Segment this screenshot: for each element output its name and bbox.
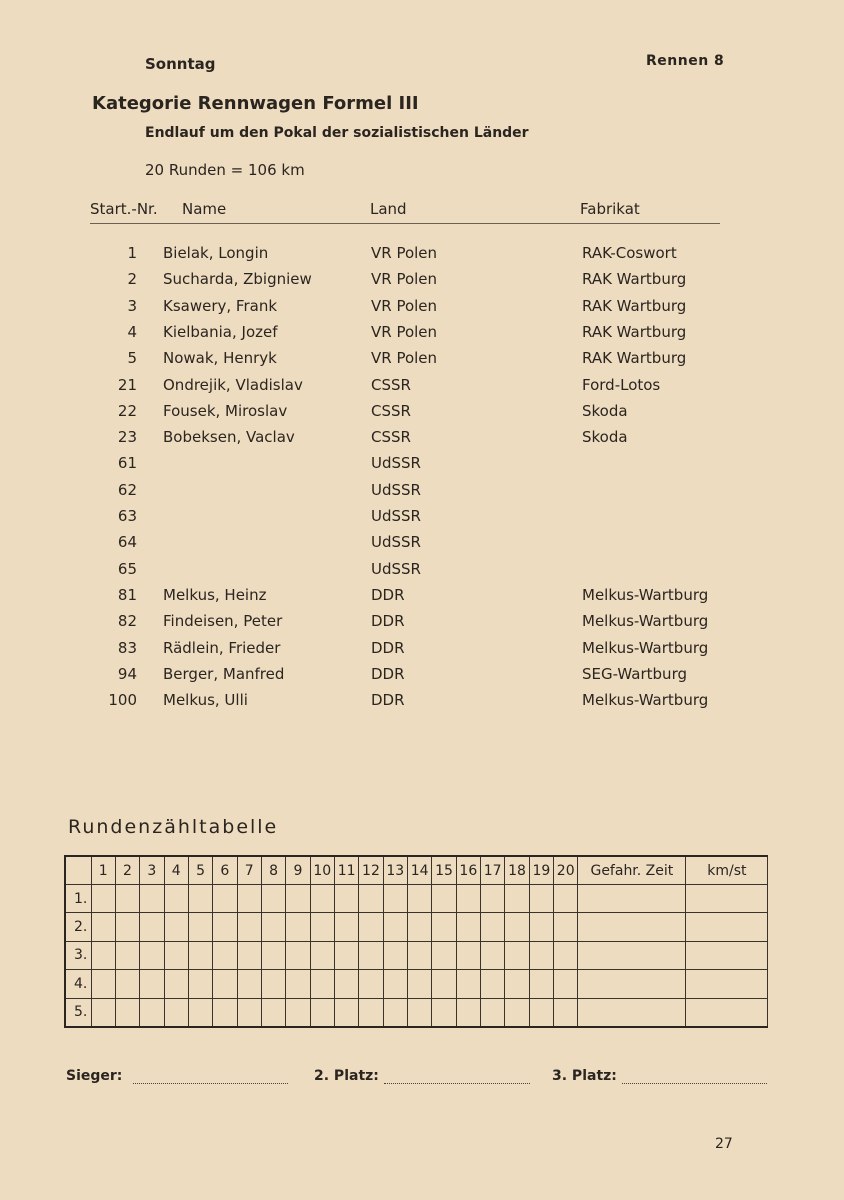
lap-entry-cell[interactable] <box>359 941 383 969</box>
car-make: RAK Wartburg <box>582 322 687 341</box>
time-header: Gefahr. Zeit <box>578 856 686 885</box>
lap-entry-cell[interactable] <box>237 913 261 941</box>
lap-entry-cell[interactable] <box>188 941 212 969</box>
lap-entry-cell[interactable] <box>261 970 285 998</box>
entry-row <box>0 349 844 375</box>
lap-entry-cell[interactable] <box>529 885 553 913</box>
driver-name: Sucharda, Zbigniew <box>163 270 312 289</box>
lap-entry-cell[interactable] <box>407 998 431 1027</box>
lap-entry-cell[interactable] <box>359 885 383 913</box>
driver-name: Melkus, Heinz <box>163 585 267 604</box>
lap-entry-cell[interactable] <box>383 885 407 913</box>
place-label: 3. <box>65 941 91 969</box>
lap-entry-cell[interactable] <box>686 998 768 1027</box>
lap-number-header: 20 <box>554 856 578 885</box>
lap-entry-cell[interactable] <box>407 970 431 998</box>
start-number: 61 <box>117 454 137 473</box>
lap-number-header: 3 <box>140 856 164 885</box>
lap-entry-cell[interactable] <box>505 970 529 998</box>
lap-entry-cell[interactable] <box>505 913 529 941</box>
lap-entry-cell[interactable] <box>383 941 407 969</box>
car-make: RAK-Coswort <box>582 244 677 262</box>
start-number: 4 <box>127 322 137 341</box>
place-label: 5. <box>65 998 91 1027</box>
driver-name: Ondrejik, Vladislav <box>163 375 303 394</box>
entry-row <box>0 639 844 665</box>
lap-entry-cell[interactable] <box>481 941 505 969</box>
lap-number-header: 16 <box>456 856 480 885</box>
col-land: Land <box>370 200 407 218</box>
lap-entry-cell[interactable] <box>481 998 505 1027</box>
lap-entry-cell[interactable] <box>359 913 383 941</box>
lap-entry-cell[interactable] <box>91 970 115 998</box>
lap-entry-cell[interactable] <box>334 998 358 1027</box>
lap-entry-cell[interactable] <box>188 998 212 1027</box>
lap-entry-cell[interactable] <box>310 941 334 969</box>
driver-name: Kielbania, Jozef <box>163 322 278 341</box>
place-label: 1. <box>65 885 91 913</box>
lap-entry-cell[interactable] <box>213 885 237 913</box>
lap-entry-cell[interactable] <box>529 941 553 969</box>
start-number: 81 <box>117 585 137 604</box>
driver-country: VR Polen <box>371 296 438 315</box>
col-name: Name <box>182 200 227 218</box>
col-start-number: Start.-Nr. <box>90 200 158 218</box>
lap-entry-cell[interactable] <box>432 998 456 1027</box>
lap-entry-cell[interactable] <box>578 998 686 1027</box>
car-make: Melkus-Wartburg <box>582 612 709 631</box>
driver-country: UdSSR <box>371 507 421 525</box>
lap-entry-cell[interactable] <box>237 941 261 969</box>
lap-number-header: 12 <box>359 856 383 885</box>
lap-entry-cell[interactable] <box>286 998 310 1027</box>
entry-row <box>0 533 844 559</box>
lap-entry-cell[interactable] <box>686 885 768 913</box>
driver-country: VR Polen <box>371 244 438 262</box>
speed-header: km/st <box>686 856 768 885</box>
entry-row <box>0 507 844 533</box>
entry-row <box>0 612 844 638</box>
car-make: SEG-Wartburg <box>582 664 687 683</box>
driver-country: UdSSR <box>371 454 421 473</box>
lap-number-header: 1 <box>91 856 115 885</box>
lap-entry-cell[interactable] <box>554 941 578 969</box>
start-number: 65 <box>117 559 137 578</box>
lap-number-header: 18 <box>505 856 529 885</box>
lap-entry-cell[interactable] <box>456 970 480 998</box>
lap-entry-cell[interactable] <box>164 885 188 913</box>
lap-entry-cell[interactable] <box>140 913 164 941</box>
lap-entry-cell[interactable] <box>115 970 139 998</box>
lap-entry-cell[interactable] <box>456 941 480 969</box>
category-title: Kategorie Rennwagen Formel III <box>92 93 419 114</box>
lap-entry-cell[interactable] <box>115 941 139 969</box>
lap-entry-cell[interactable] <box>237 970 261 998</box>
winner-field[interactable] <box>133 1083 288 1084</box>
third-place-label: 3. Platz: <box>552 1068 617 1084</box>
lap-entry-cell[interactable] <box>164 970 188 998</box>
lap-entry-cell[interactable] <box>140 998 164 1027</box>
lap-entry-cell[interactable] <box>213 970 237 998</box>
lap-entry-cell[interactable] <box>261 885 285 913</box>
lap-entry-cell[interactable] <box>115 885 139 913</box>
place-label: 2. <box>65 913 91 941</box>
car-make: RAK Wartburg <box>582 349 687 368</box>
lap-entry-cell[interactable] <box>164 941 188 969</box>
driver-country: VR Polen <box>371 270 438 289</box>
lap-entry-cell[interactable] <box>213 913 237 941</box>
driver-country: DDR <box>371 612 405 631</box>
driver-country: CSSR <box>371 428 411 447</box>
lap-entry-cell[interactable] <box>578 941 686 969</box>
lap-entry-cell[interactable] <box>261 998 285 1027</box>
lap-number-header: 13 <box>383 856 407 885</box>
entry-row <box>0 586 844 612</box>
lap-entry-cell[interactable] <box>578 913 686 941</box>
driver-country: VR Polen <box>371 349 438 368</box>
lap-entry-cell[interactable] <box>286 913 310 941</box>
place-row <box>65 941 768 969</box>
lap-entry-cell[interactable] <box>481 885 505 913</box>
driver-name: Rädlein, Frieder <box>163 638 281 657</box>
driver-name: Berger, Manfred <box>163 664 285 683</box>
driver-country: VR Polen <box>371 322 438 341</box>
lap-entry-cell[interactable] <box>456 913 480 941</box>
entry-row <box>0 691 844 717</box>
lap-entry-cell[interactable] <box>432 970 456 998</box>
lap-entry-cell[interactable] <box>686 913 768 941</box>
lap-entry-cell[interactable] <box>407 913 431 941</box>
lap-entry-cell[interactable] <box>432 913 456 941</box>
lap-entry-cell[interactable] <box>91 913 115 941</box>
lap-entry-cell[interactable] <box>383 913 407 941</box>
entry-row <box>0 376 844 402</box>
lap-entry-cell[interactable] <box>140 941 164 969</box>
lap-number-header: 9 <box>286 856 310 885</box>
lap-number-header: 17 <box>481 856 505 885</box>
lap-entry-cell[interactable] <box>554 998 578 1027</box>
lap-entry-cell[interactable] <box>310 913 334 941</box>
third-place-field[interactable] <box>622 1083 767 1084</box>
race-distance: 20 Runden = 106 km <box>145 161 305 179</box>
entry-row <box>0 665 844 691</box>
lap-entry-cell[interactable] <box>529 913 553 941</box>
driver-country: UdSSR <box>371 533 421 552</box>
entry-row <box>0 454 844 480</box>
start-number: 83 <box>117 638 137 657</box>
place-row <box>65 885 768 913</box>
start-number: 3 <box>127 296 137 315</box>
driver-name: Nowak, Henryk <box>163 349 277 368</box>
lap-entry-cell[interactable] <box>456 998 480 1027</box>
start-number: 100 <box>108 691 137 710</box>
car-make: Melkus-Wartburg <box>582 585 709 604</box>
entry-row <box>0 323 844 349</box>
lap-entry-cell[interactable] <box>686 970 768 998</box>
race-label: Rennen 8 <box>646 53 725 69</box>
place-row <box>65 913 768 941</box>
lap-entry-cell[interactable] <box>505 885 529 913</box>
entry-row <box>0 402 844 428</box>
lap-entry-cell[interactable] <box>432 941 456 969</box>
driver-name: Findeisen, Peter <box>163 612 283 631</box>
lap-entry-cell[interactable] <box>481 970 505 998</box>
start-number: 62 <box>117 480 137 499</box>
lap-entry-cell[interactable] <box>578 970 686 998</box>
place-label: 4. <box>65 970 91 998</box>
lap-entry-cell[interactable] <box>686 941 768 969</box>
lap-entry-cell[interactable] <box>286 941 310 969</box>
corner-cell <box>65 856 91 885</box>
lap-entry-cell[interactable] <box>115 998 139 1027</box>
lap-entry-cell[interactable] <box>91 885 115 913</box>
lap-entry-cell[interactable] <box>407 885 431 913</box>
driver-name: Fousek, Miroslav <box>163 401 288 420</box>
lap-number-header: 6 <box>213 856 237 885</box>
lap-entry-cell[interactable] <box>310 885 334 913</box>
driver-country: DDR <box>371 638 405 657</box>
lap-entry-cell[interactable] <box>334 941 358 969</box>
driver-country: UdSSR <box>371 559 421 578</box>
lap-entry-cell[interactable] <box>261 941 285 969</box>
start-number: 2 <box>127 270 137 289</box>
lap-entry-cell[interactable] <box>505 941 529 969</box>
lap-entry-cell[interactable] <box>529 970 553 998</box>
final-subtitle: Endlauf um den Pokal der sozialistischen Länder <box>145 125 529 141</box>
lap-entry-cell[interactable] <box>310 970 334 998</box>
lap-entry-cell[interactable] <box>578 885 686 913</box>
car-make: RAK Wartburg <box>582 296 687 315</box>
lap-table-title: Rundenzähltabelle <box>68 816 279 838</box>
lap-entry-cell[interactable] <box>286 885 310 913</box>
car-make: Ford-Lotos <box>582 375 661 394</box>
place-row <box>65 970 768 998</box>
lap-number-header: 10 <box>310 856 334 885</box>
entry-row <box>0 244 844 270</box>
lap-entry-cell[interactable] <box>115 913 139 941</box>
lap-number-header: 5 <box>188 856 212 885</box>
start-number: 64 <box>117 533 137 552</box>
driver-name: Ksawery, Frank <box>163 296 278 315</box>
lap-entry-cell[interactable] <box>213 998 237 1027</box>
day-label: Sonntag <box>145 55 216 73</box>
lap-entry-cell[interactable] <box>237 885 261 913</box>
second-place-label: 2. Platz: <box>314 1068 379 1084</box>
lap-number-header: 2 <box>115 856 139 885</box>
lap-count-table <box>64 855 768 1028</box>
lap-entry-cell[interactable] <box>164 913 188 941</box>
lap-number-header: 19 <box>529 856 553 885</box>
lap-entry-cell[interactable] <box>310 998 334 1027</box>
driver-country: DDR <box>371 691 405 710</box>
lap-entry-cell[interactable] <box>334 970 358 998</box>
start-number: 1 <box>127 244 137 262</box>
lap-entry-cell[interactable] <box>188 913 212 941</box>
lap-entry-cell[interactable] <box>505 998 529 1027</box>
car-make: Melkus-Wartburg <box>582 691 709 710</box>
lap-entry-cell[interactable] <box>383 998 407 1027</box>
car-make: Skoda <box>582 428 628 447</box>
lap-entry-cell[interactable] <box>432 885 456 913</box>
page-number: 27 <box>715 1136 733 1152</box>
lap-entry-cell[interactable] <box>213 941 237 969</box>
lap-entry-cell[interactable] <box>164 998 188 1027</box>
lap-entry-cell[interactable] <box>140 885 164 913</box>
car-make: Skoda <box>582 401 628 420</box>
car-make: Melkus-Wartburg <box>582 638 709 657</box>
lap-entry-cell[interactable] <box>554 970 578 998</box>
driver-country: CSSR <box>371 401 411 420</box>
lap-entry-cell[interactable] <box>261 913 285 941</box>
lap-entry-cell[interactable] <box>456 885 480 913</box>
entry-row <box>0 560 844 586</box>
lap-entry-cell[interactable] <box>383 970 407 998</box>
driver-country: CSSR <box>371 375 411 394</box>
entry-row <box>0 481 844 507</box>
lap-entry-cell[interactable] <box>140 970 164 998</box>
start-number: 22 <box>117 401 137 420</box>
lap-entry-cell[interactable] <box>359 970 383 998</box>
entry-row <box>0 297 844 323</box>
lap-entry-cell[interactable] <box>407 941 431 969</box>
start-number: 5 <box>127 349 137 368</box>
start-number: 94 <box>117 664 137 683</box>
header-rule <box>90 223 720 224</box>
lap-entry-cell[interactable] <box>334 885 358 913</box>
driver-name: Melkus, Ulli <box>163 691 248 710</box>
start-number: 23 <box>117 428 137 447</box>
car-make: RAK Wartburg <box>582 270 687 289</box>
lap-entry-cell[interactable] <box>529 998 553 1027</box>
lap-entry-cell[interactable] <box>188 885 212 913</box>
start-number: 21 <box>117 375 137 394</box>
place-row <box>65 998 768 1027</box>
driver-name: Bobeksen, Vaclav <box>163 428 295 447</box>
lap-entry-cell[interactable] <box>91 941 115 969</box>
lap-entry-cell[interactable] <box>554 885 578 913</box>
lap-entry-cell[interactable] <box>286 970 310 998</box>
entry-row <box>0 428 844 454</box>
lap-entry-cell[interactable] <box>359 998 383 1027</box>
col-fabrikat: Fabrikat <box>580 200 640 218</box>
second-place-field[interactable] <box>384 1083 530 1084</box>
lap-number-header: 14 <box>407 856 431 885</box>
lap-number-header: 7 <box>237 856 261 885</box>
lap-number-header: 8 <box>261 856 285 885</box>
entry-row <box>0 270 844 296</box>
lap-entry-cell[interactable] <box>481 913 505 941</box>
driver-country: DDR <box>371 664 405 683</box>
start-number: 82 <box>117 612 137 631</box>
lap-entry-cell[interactable] <box>237 998 261 1027</box>
lap-entry-cell[interactable] <box>188 970 212 998</box>
lap-entry-cell[interactable] <box>91 998 115 1027</box>
driver-country: DDR <box>371 585 405 604</box>
start-number: 63 <box>117 507 137 525</box>
lap-entry-cell[interactable] <box>334 913 358 941</box>
lap-number-header: 15 <box>432 856 456 885</box>
lap-number-header: 11 <box>334 856 358 885</box>
lap-number-header: 4 <box>164 856 188 885</box>
lap-entry-cell[interactable] <box>554 913 578 941</box>
driver-name: Bielak, Longin <box>163 244 269 262</box>
winner-label: Sieger: <box>66 1068 123 1084</box>
driver-country: UdSSR <box>371 480 421 499</box>
